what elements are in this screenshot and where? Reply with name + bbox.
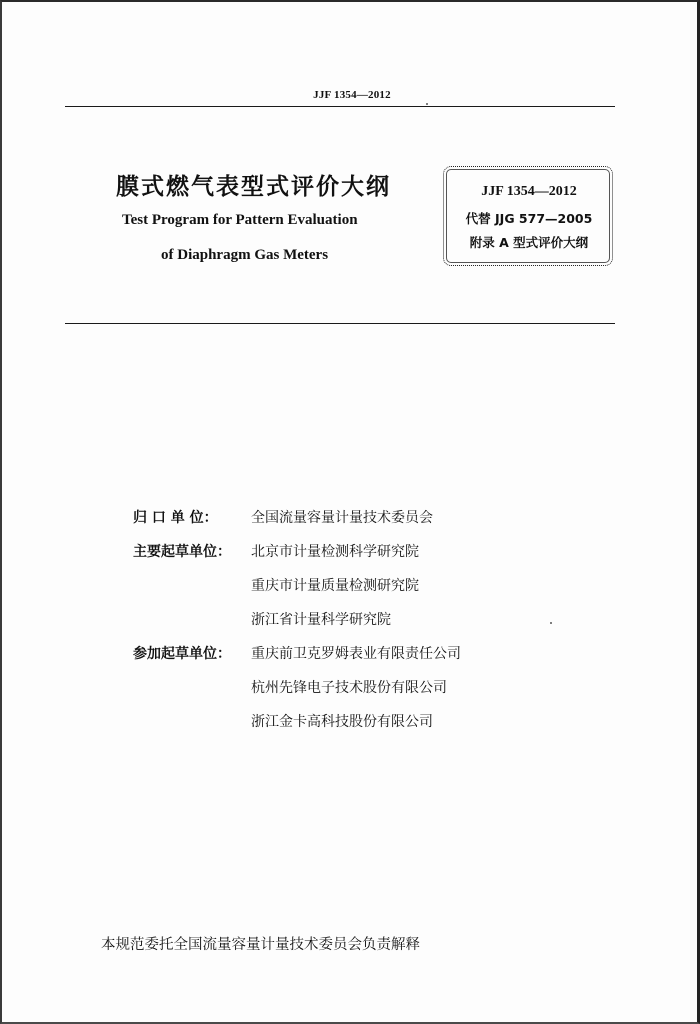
- standard-code-box: [443, 166, 613, 266]
- title-chinese: 膜式燃气表型式评价大纲: [116, 174, 391, 200]
- org-main-row: [133, 575, 419, 595]
- header-divider: [65, 106, 615, 107]
- title-divider: [65, 323, 615, 324]
- org-participating-value: 浙江金卡高科技股份有限公司: [251, 714, 433, 730]
- title-english-line1: Test Program for Pattern Evaluation: [122, 212, 358, 228]
- header-standard-code: JJF 1354—2012: [313, 89, 391, 101]
- org-participating-value: 杭州先锋电子技术股份有限公司: [251, 680, 447, 696]
- org-main-value: 北京市计量检测科学研究院: [251, 544, 419, 560]
- org-participating-row: [133, 711, 433, 731]
- code-box-replaces: 代替 JJG 577—2005: [465, 211, 593, 226]
- org-main-value: 重庆市计量质量检测研究院: [251, 578, 419, 594]
- org-main-label: 主要起草单位：: [133, 544, 231, 560]
- code-box-number: JJF 1354—2012: [481, 184, 577, 199]
- org-responsible-label: 归 口 单 位：: [133, 510, 218, 526]
- scan-speck: [550, 622, 552, 624]
- org-main-row: [133, 541, 419, 561]
- org-participating-label: 参加起草单位：: [133, 646, 231, 662]
- org-responsible-value: 全国流量容量计量技术委员会: [251, 510, 433, 526]
- scan-speck: [426, 103, 428, 105]
- title-english-line2: of Diaphragm Gas Meters: [161, 247, 329, 263]
- org-participating-row: [133, 677, 447, 697]
- footer-interpretation-note: 本规范委托全国流量容量计量技术委员会负责解释: [101, 937, 420, 953]
- org-main-value: 浙江省计量科学研究院: [251, 612, 391, 628]
- org-main-row: [133, 609, 391, 629]
- code-box-appendix: 附录 A 型式评价大纲: [469, 235, 589, 250]
- org-participating-row: [133, 643, 461, 663]
- org-participating-value: 重庆前卫克罗姆表业有限责任公司: [251, 646, 461, 662]
- org-responsible-row: [133, 507, 433, 527]
